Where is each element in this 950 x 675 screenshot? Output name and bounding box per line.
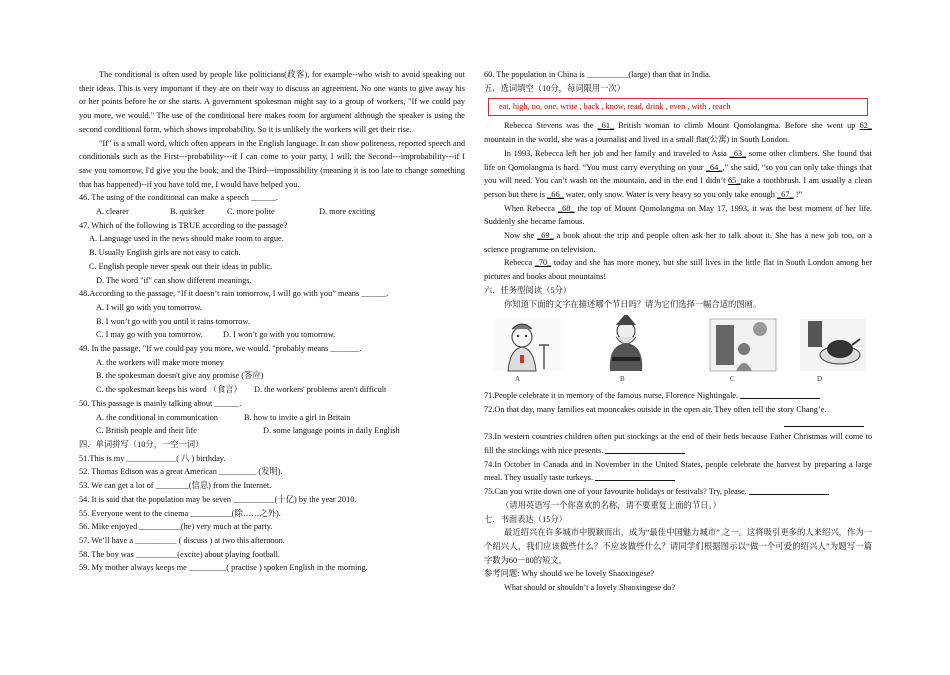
cloze-blank[interactable]: _67_ [777, 189, 794, 199]
question-47-stem: 47. Which of the following is TRUE according to the passage? [79, 220, 288, 230]
spelling-text: (he) very much at the party. [180, 522, 273, 532]
question-49-options-cd [79, 383, 465, 397]
spelling-text: (除……之外). [231, 508, 281, 518]
picture-label-d: D [817, 375, 823, 384]
question-48-option-d: D. I won’t go with you tomorrow. [223, 330, 336, 340]
cloze-paragraph [484, 147, 872, 202]
task-75-answer-line[interactable] [749, 485, 829, 495]
spelling-text: 55. Everyone went to the cinema [79, 508, 191, 518]
section-4-heading: 四．单词拼写（10分，一空一词） [79, 439, 204, 449]
cloze-text: When Rebecca [504, 203, 558, 213]
cloze-text: some other climbers. She found that life on Qomolangma is hard. “You must carry everything on your [484, 148, 872, 172]
cloze-text: In 1993, Rebecca left her job and her family and traveled to Asia [504, 148, 730, 158]
left-column [79, 68, 465, 575]
reference-question-1: 参考问题: Why should we be lovely Shaoxingese? [484, 569, 655, 579]
right-column [484, 68, 872, 595]
cloze-text: a book about the trip and people often ask her to talk about it. She has a new job too, on a science programme on television. [484, 231, 872, 254]
question-50-option-d: D. some language points in daily English [263, 426, 400, 436]
task-73-answer-line[interactable] [605, 444, 685, 454]
cloze-text: the top of Mount Qomolangma on May 17, 1993, it was the best moment of her life. Suddenly she became famous. [484, 203, 873, 227]
spelling-text: (excite) about playing football. [177, 549, 281, 559]
spelling-text: (十亿) by the year 2010. [274, 494, 357, 504]
spelling-item [79, 465, 465, 479]
task-71-answer-line[interactable] [740, 389, 820, 399]
cloze-blank[interactable]: _64_ [705, 162, 723, 172]
question-46-option-d: D. more exciting [319, 207, 375, 217]
spelling-blank[interactable]: _________ [218, 467, 257, 477]
question-49-option-c: C. the spokesman keeps his word （食言） [96, 385, 242, 395]
cloze-text: ,” she said, “so you can only take things that you will need. You can’t wash on the mountain, and in the end I didn’t [484, 162, 873, 186]
cloze-text: water, only snow. Water is very heavy so you only take enough [563, 189, 778, 199]
question-50-option-b: B. how to invite a girl in Britain [244, 412, 351, 422]
cloze-paragraph [484, 229, 872, 256]
spelling-item [79, 520, 465, 534]
cloze-blank[interactable]: _66_ [547, 189, 564, 199]
nurse-picture-a [484, 315, 574, 375]
passage-paragraph-1: The conditional is often used by people like politicians(政客), for example--who wish to avoid speaking out their ideas. This is very important if they are on their way to discuss an agreement. No one wants to give away his or her points before he or she starts. A government spokesman might say to a group of workers, "If we could pay you more, we would." The use of the conditional here makes room for argument although the speaker is using the second conditional form, which shows improbability. So it is unlikely the workers will get their rise. [79, 70, 465, 134]
cloze-text: British woman to climb Mount Qomolangma. Before she went up [614, 121, 860, 131]
cloze-text: !” [793, 189, 803, 199]
spelling-text: ( 八 ) birthday. [176, 453, 226, 463]
question-50-stem: 50. This passage is mainly talking about ______. [79, 398, 242, 408]
cloze-text: Rebecca [504, 258, 535, 268]
section-6-heading: 六．任务型阅读（5分） [484, 285, 572, 295]
question-50-options-ab [79, 411, 465, 425]
spelling-text: 51.This is my [79, 453, 127, 463]
task-73: 73.In western countries children often put stockings at the end of their beds because Father Christmas will come to fill the stockings with nice presents. [484, 432, 872, 456]
question-49-option-d: D. the workers' problems aren't difficult [254, 385, 387, 395]
question-46-option-a: A. clearer [96, 207, 129, 217]
cloze-paragraph [484, 119, 872, 146]
spelling-text: 57. We’ll have a [79, 535, 136, 545]
question-47-option-d: D. The word "if" can show different meanings. [96, 275, 252, 285]
cloze-blank[interactable]: _68_ [557, 203, 575, 213]
moon-festival-picture-c [704, 315, 784, 375]
essay-prompt: 最近绍兴在许多城市中脱颖而出，成为“最佳中国魅力城市” 之一。这将吸引更多的人来绍兴，作为一个绍兴人，我们应该做些什么？不应该做些什么？请同学们根据图示以“做一个可爱的绍兴人”为题写一篇字数为60－80的短文。 [484, 528, 872, 565]
cloze-text: Rebecca Stevens was the [504, 121, 598, 131]
spelling-text: ( practise ) spoken English in the morning. [226, 563, 368, 573]
picture-label-c: C [730, 375, 735, 384]
spelling-item [79, 507, 465, 521]
question-46-options [79, 205, 465, 219]
cloze-passage [484, 119, 872, 283]
spelling-blank[interactable]: __________ [135, 549, 178, 559]
spelling-text: 56. Mike enjoyed [79, 522, 140, 532]
task-74: 74.In October in Canada and in November in the United States, people celebrate the harvest by preparing a large meal. They usually taste turkeys. [484, 459, 872, 483]
cloze-paragraph [484, 256, 872, 283]
picture-label-b: B [620, 375, 625, 384]
picture-label-a: A [515, 375, 521, 384]
question-47-option-b: B. Usually English girls are not easy to catch. [89, 248, 241, 258]
spelling-blank[interactable]: ____________ [126, 453, 177, 463]
task-74-answer-line[interactable] [595, 471, 675, 481]
task-intro: 你知道下面的文字在描述哪个节日吗？请为它们选择一幅合适的图画。 [504, 299, 762, 309]
question-46-option-b: B. quicker [170, 207, 205, 217]
section-7-heading: 七．书面表达（15分） [484, 514, 567, 524]
cloze-text: today and she has more money, but she still lives in the little flat in South London among her pictures and books about mountains! [484, 258, 873, 282]
spelling-item [79, 479, 465, 493]
spelling-item [79, 548, 465, 562]
question-60-blank[interactable]: __________ [586, 70, 629, 79]
question-48-options-cd [79, 328, 465, 342]
cloze-blank[interactable]: _61_ [597, 121, 615, 131]
question-50-option-c: C. British people and their life [96, 426, 197, 436]
festival-pictures [484, 315, 872, 387]
passage-paragraph-2: "If" is a small word, which often appears in the English language. It can show politeness, reported speech and conditionals such as the First---probability---if I can come to your party, I will; the Second---improbability---if I saw you tomorrow, I'd give you the book; and the Third---impossibility (meaning it is too late to change something that has happened)--if you have told me, I would have helped you. [79, 138, 465, 189]
spelling-blank[interactable]: _________ [188, 563, 227, 573]
turkey-dinner-picture-d [794, 315, 874, 375]
cloze-blank[interactable]: 65_ [728, 176, 741, 186]
question-46-stem: 46. The using of the conditional can make a speech ______. [79, 193, 278, 203]
question-60-text: 60. The population in China is [484, 70, 587, 79]
question-60 [484, 68, 872, 82]
question-46-option-c: C. more polite [227, 207, 275, 217]
question-47-option-a: A. Language used in the news should make room to argue. [89, 234, 284, 244]
spelling-item [79, 561, 465, 575]
task-71: 71.People celebrate it in memory of the famous nurse, Florence Nightingale. [484, 389, 872, 403]
cloze-text: Now she [504, 231, 538, 241]
spelling-text: 54. It is said that the population may be seven [79, 494, 234, 504]
cloze-blank[interactable]: _69_ [537, 231, 554, 241]
cloze-paragraph [484, 202, 872, 229]
cloze-blank[interactable]: _63_ [729, 148, 747, 158]
spelling-text: (信息) from the Internet. [188, 481, 272, 491]
spelling-text: ( discuss ) at two this afternoon. [176, 535, 285, 545]
question-50-options-cd [79, 424, 465, 438]
section-5-heading: 五．选词填空（10分，每词限用一次） [484, 83, 626, 93]
question-49-stem: 49. In the passage, "If we could pay you more, we would. "probably means _______. [79, 344, 362, 354]
cloze-blank[interactable]: 62_ [859, 121, 872, 131]
question-49-option-b: B. the spokesman doesn't give any promise (答应) [96, 371, 264, 381]
spelling-blank[interactable]: __________ [135, 535, 177, 545]
question-48-stem: 48.According to the passage, “If it doesn’t rain tomorrow, I will go with you” means ______. [79, 289, 389, 299]
spelling-blank[interactable]: __________ [139, 522, 181, 532]
spelling-item [79, 493, 465, 507]
spelling-item [79, 452, 465, 466]
question-49-option-a: A. the workers will make more money [96, 357, 224, 367]
task-75: 75.Can you write down one of your favourite holidays or festivals? Try, please. [484, 485, 872, 499]
cloze-blank[interactable]: _70_ [534, 258, 552, 268]
question-60-hint: (large) than that in India. [628, 70, 711, 79]
spelling-list [79, 452, 465, 575]
word-bank-box: eat, high, no, one, write , back , know, read, drink , even , with , reach [488, 98, 868, 116]
task-75-note: （请用英语写一个你喜欢的名称，请不要重复上面的节日。） [501, 500, 721, 510]
spelling-text: (发明). [256, 467, 283, 477]
spelling-text: 59. My mother always keeps me [79, 563, 189, 573]
task-72: 72.On that day, many families eat mooncakes outside in the open air. They often tell the story Chang’e. [484, 403, 872, 430]
cloze-text: mountain in the world, she was a journalist and lived in a small flat(公寓) in South London. [484, 135, 790, 145]
task-72-answer-line[interactable] [784, 417, 864, 427]
spelling-text: 52. Thomas Edison was a great American [79, 467, 219, 477]
cloze-text: take a toothbrush. I am usually a clean person but there is [484, 176, 872, 199]
spelling-text: 53. We can get a lot of [79, 481, 156, 491]
santa-picture-b [586, 315, 666, 375]
question-48-option-a: A. I will go with you tomorrow. [96, 302, 202, 312]
question-48-option-b: B. I won’t go with you until it rains tomorrow. [96, 316, 250, 326]
spelling-blank[interactable]: __________ [190, 508, 232, 518]
reference-question-2: What should or shouldn’t a lovely Shaoxingese do? [504, 583, 676, 593]
question-47-option-c: C. English people never speak out their ideas in public. [89, 261, 273, 271]
spelling-blank[interactable]: ________ [155, 481, 189, 491]
spelling-text: 58. The boy was [79, 549, 136, 559]
question-50-option-a: A. the conditional in communication [96, 412, 218, 422]
spelling-blank[interactable]: __________ [233, 494, 275, 504]
spelling-item [79, 534, 465, 548]
question-48-option-c: C. I may go with you tomorrow. [96, 330, 203, 340]
